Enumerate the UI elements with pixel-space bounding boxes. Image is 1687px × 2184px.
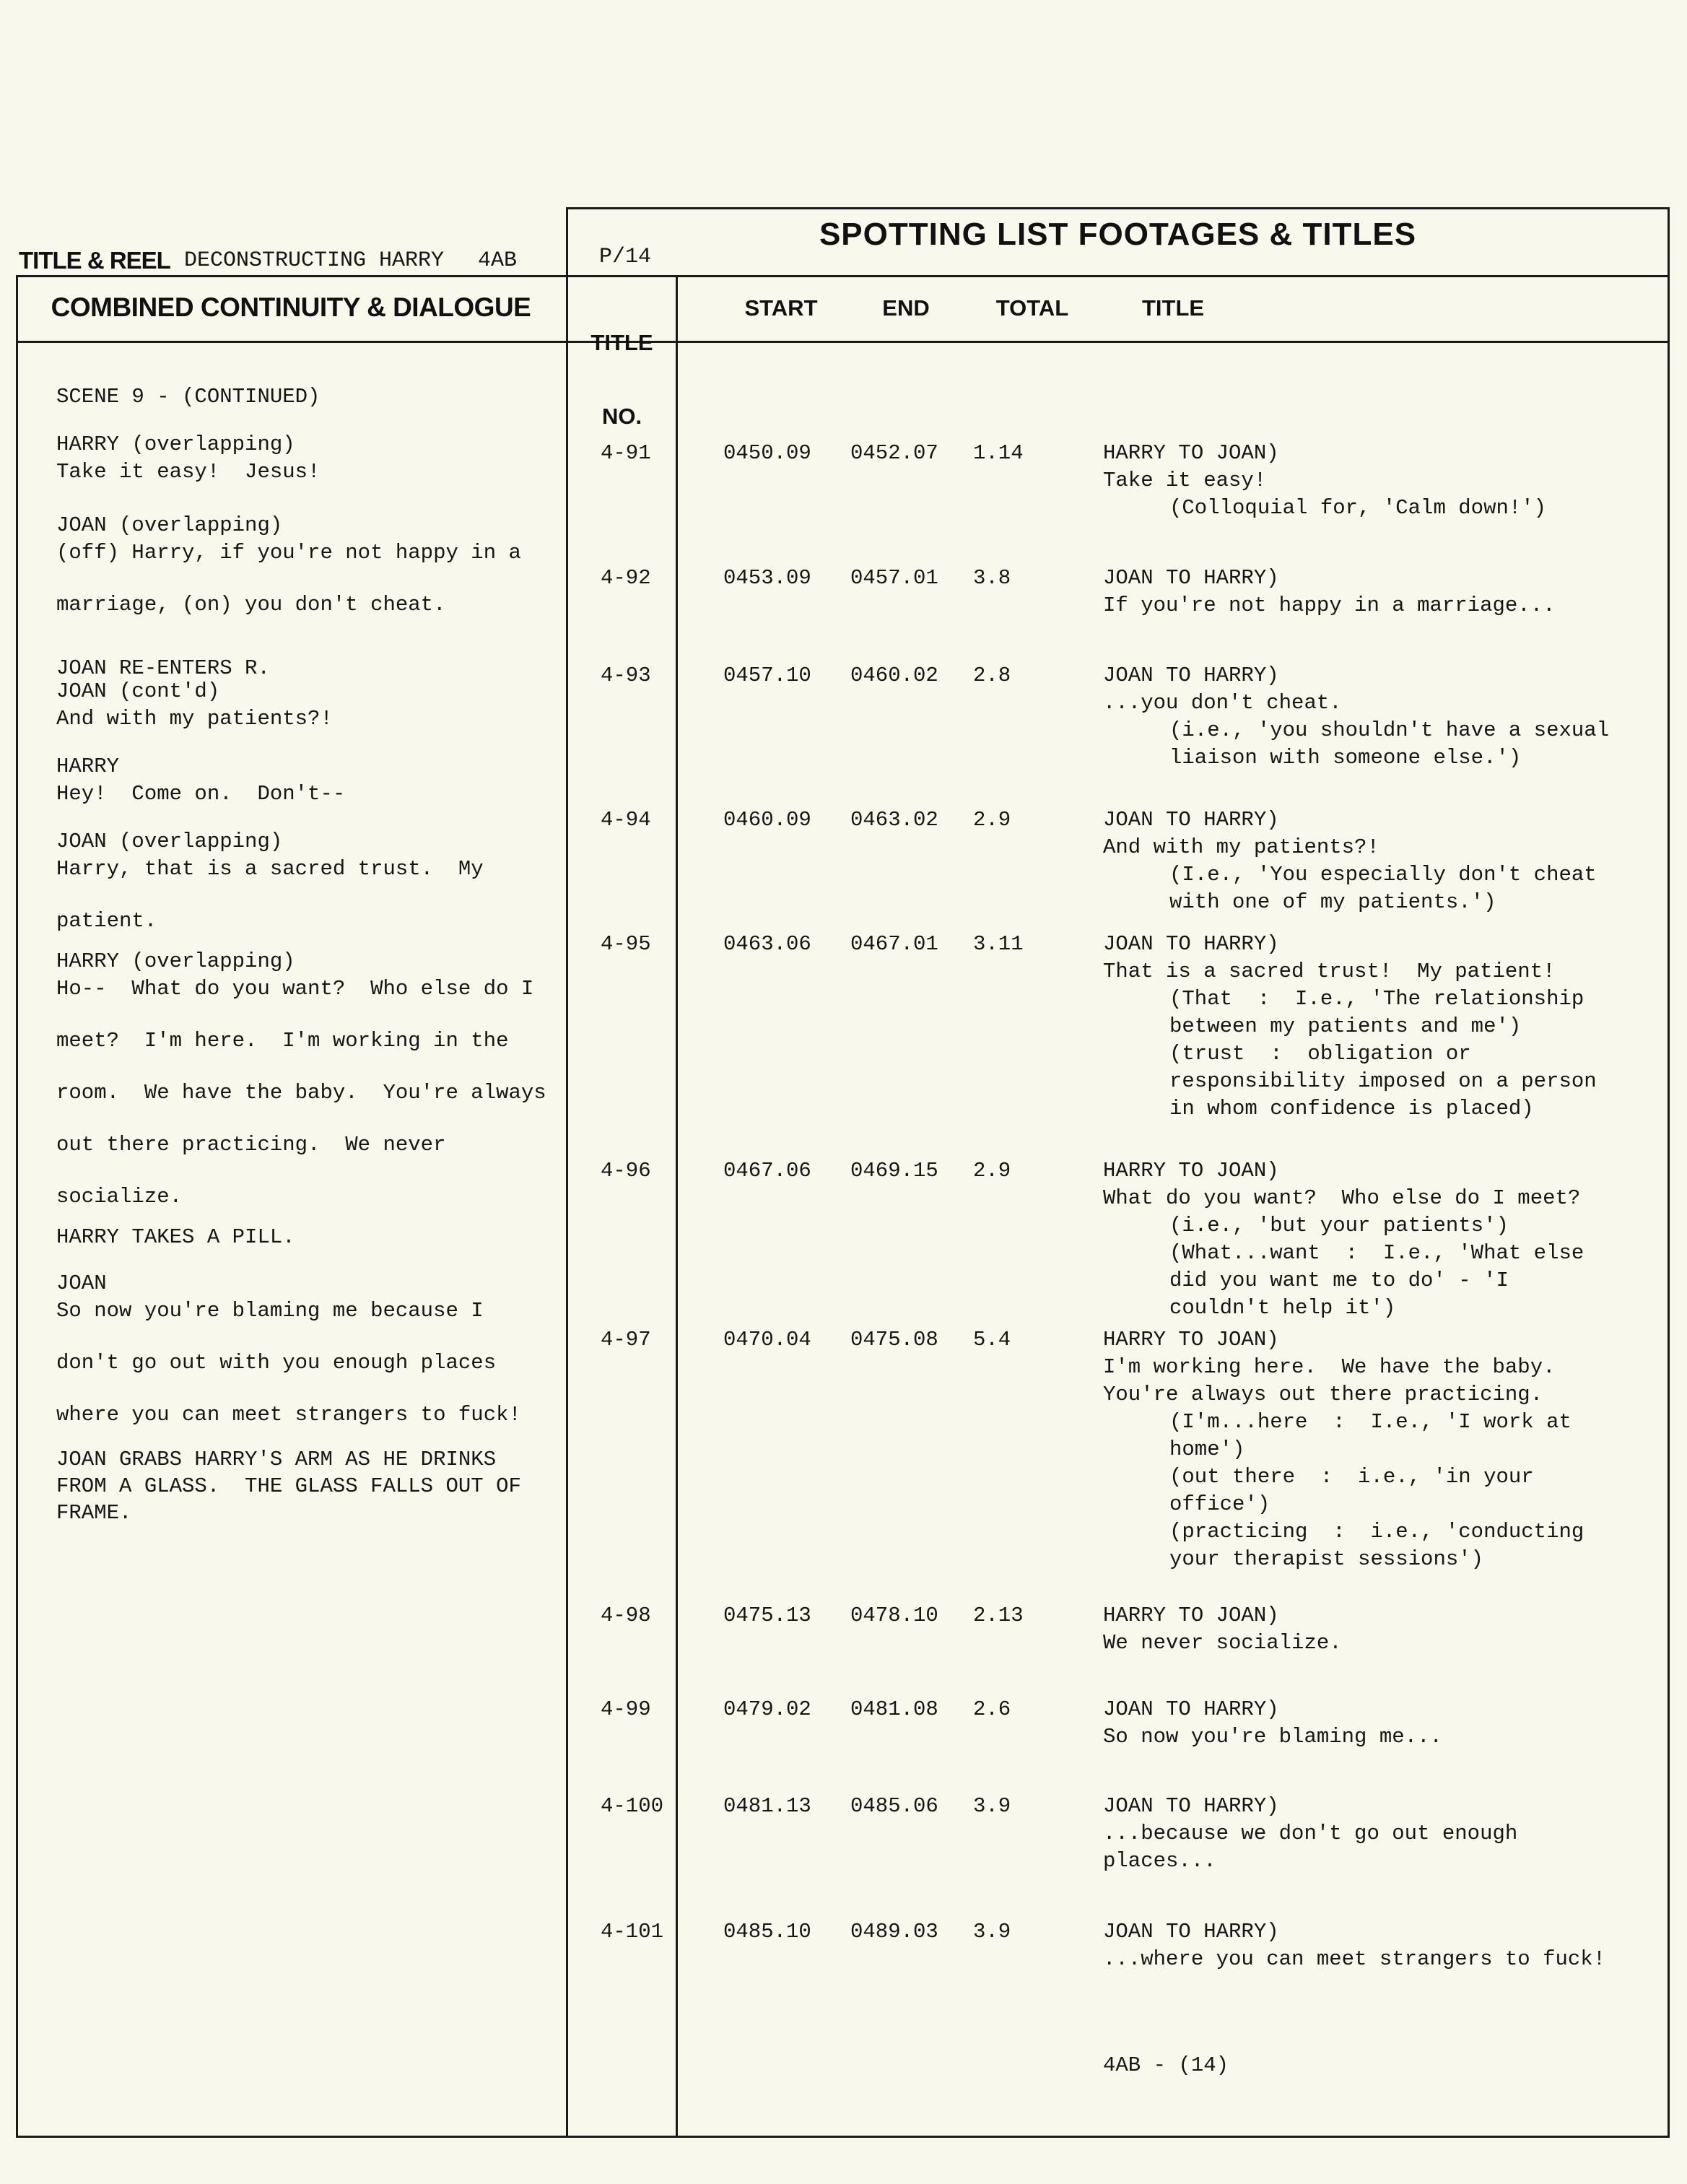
title-text-line: If you're not happy in a marriage... — [1103, 593, 1556, 617]
continuity-dialogue-header: COMBINED CONTINUITY & DIALOGUE — [51, 292, 531, 322]
column-header-start: START — [744, 295, 818, 321]
title-annotation-line: (I.e., 'You especially don't cheat — [1169, 863, 1597, 887]
title-annotation-line: (trust : obligation or — [1169, 1042, 1471, 1066]
continuity-line: JOAN RE-ENTERS R. — [56, 656, 270, 680]
title-annotation-line: between my patients and me') — [1169, 1014, 1522, 1038]
end-footage: 0481.08 — [850, 1697, 938, 1721]
continuity-line: HARRY — [56, 754, 120, 778]
continuity-line: Take it easy! Jesus! — [56, 460, 321, 484]
column-header-total: TOTAL — [995, 295, 1069, 321]
page-code: P/14 — [599, 245, 652, 269]
title-text-line: ...where you can meet strangers to fuck! — [1103, 1947, 1606, 1971]
column-divider-left — [566, 207, 568, 2138]
end-footage: 0460.02 — [850, 664, 938, 687]
header-row-bottom-border — [16, 341, 1670, 343]
title-annotation-line: (i.e., 'but your patients') — [1169, 1214, 1509, 1237]
end-footage: 0489.03 — [850, 1920, 938, 1944]
continuity-line: FROM A GLASS. THE GLASS FALLS OUT OF — [56, 1474, 521, 1498]
production-title: DECONSTRUCTING HARRY — [184, 248, 445, 273]
title-number: 4-95 — [601, 932, 651, 956]
total-footage: 3.9 — [973, 1794, 1011, 1818]
continuity-line: JOAN (cont'd) — [56, 679, 220, 703]
title-annotation-line: (i.e., 'you shouldn't have a sexual — [1169, 718, 1610, 742]
continuity-line: patient. — [56, 909, 157, 933]
title-text-line: HARRY TO JOAN) — [1103, 1604, 1279, 1627]
continuity-line: So now you're blaming me because I — [56, 1299, 484, 1323]
start-footage: 0463.06 — [723, 932, 811, 956]
continuity-line: And with my patients?! — [56, 707, 333, 731]
title-text-line: HARRY TO JOAN) — [1103, 1328, 1279, 1352]
start-footage: 0450.09 — [723, 441, 811, 465]
total-footage: 1.14 — [973, 441, 1024, 465]
start-footage: 0481.13 — [723, 1794, 811, 1818]
title-text-line: You're always out there practicing. — [1103, 1383, 1543, 1406]
continuity-line: JOAN — [56, 1271, 107, 1295]
spotting-list-title: SPOTTING LIST FOOTAGES & TITLES — [819, 217, 1417, 252]
title-text-line: JOAN TO HARRY) — [1103, 664, 1279, 687]
title-text-line: JOAN TO HARRY) — [1103, 566, 1279, 590]
title-number: 4-98 — [601, 1604, 651, 1627]
title-annotation-line: (practicing : i.e., 'conducting — [1169, 1520, 1584, 1544]
title-annotation-line: in whom confidence is placed) — [1169, 1097, 1534, 1121]
continuity-line: out there practicing. We never — [56, 1133, 446, 1157]
title-text-line: JOAN TO HARRY) — [1103, 1794, 1279, 1818]
end-footage: 0452.07 — [850, 441, 938, 465]
title-annotation-line: (That : I.e., 'The relationship — [1169, 987, 1584, 1011]
title-text-line: ...because we don't go out enough — [1103, 1822, 1518, 1845]
title-annotation-line: your therapist sessions') — [1169, 1547, 1484, 1571]
end-footage: 0457.01 — [850, 566, 938, 590]
start-footage: 0453.09 — [723, 566, 811, 590]
right-box-top-border — [566, 207, 1670, 209]
continuity-line: JOAN (overlapping) — [56, 513, 283, 537]
continuity-line: SCENE 9 - (CONTINUED) — [56, 385, 321, 409]
continuity-line: JOAN (overlapping) — [56, 830, 283, 853]
title-annotation-line: home') — [1169, 1437, 1245, 1461]
title-annotation-line: did you want me to do' - 'I — [1169, 1269, 1509, 1292]
start-footage: 0479.02 — [723, 1697, 811, 1721]
continuity-line: marriage, (on) you don't cheat. — [56, 593, 446, 617]
column-header-title-no-line2: NO. — [601, 404, 642, 429]
title-text-line: I'm working here. We have the baby. — [1103, 1355, 1556, 1379]
total-footage: 3.8 — [973, 566, 1011, 590]
page-footer: 4AB - (14) — [1103, 2053, 1229, 2077]
title-text-line: Take it easy! — [1103, 469, 1267, 492]
title-number: 4-100 — [601, 1794, 664, 1818]
continuity-line: FRAME. — [56, 1501, 132, 1525]
start-footage: 0470.04 — [723, 1328, 811, 1352]
title-annotation-line: office') — [1169, 1492, 1270, 1516]
continuity-line: HARRY TAKES A PILL. — [56, 1225, 295, 1249]
continuity-line: HARRY (overlapping) — [56, 949, 295, 973]
title-annotation-line: (I'm...here : I.e., 'I work at — [1169, 1410, 1572, 1434]
end-footage: 0463.02 — [850, 808, 938, 832]
total-footage: 2.8 — [973, 664, 1011, 687]
continuity-line: Hey! Come on. Don't-- — [56, 782, 346, 806]
end-footage: 0475.08 — [850, 1328, 938, 1352]
title-number: 4-91 — [601, 441, 651, 465]
end-footage: 0467.01 — [850, 932, 938, 956]
right-box-right-border — [1668, 207, 1670, 2138]
title-text-line: JOAN TO HARRY) — [1103, 1697, 1279, 1721]
title-text-line: JOAN TO HARRY) — [1103, 1920, 1279, 1944]
title-annotation-line: (out there : i.e., 'in your — [1169, 1465, 1534, 1489]
title-annotation-line: (Colloquial for, 'Calm down!') — [1169, 496, 1547, 520]
continuity-line: JOAN GRABS HARRY'S ARM AS HE DRINKS — [56, 1448, 497, 1471]
total-footage: 2.9 — [973, 1159, 1011, 1183]
continuity-line: (off) Harry, if you're not happy in a — [56, 541, 521, 565]
start-footage: 0485.10 — [723, 1920, 811, 1944]
end-footage: 0478.10 — [850, 1604, 938, 1627]
title-number: 4-92 — [601, 566, 651, 590]
column-header-title-no-line1: TITLE — [590, 330, 653, 355]
continuity-line: meet? I'm here. I'm working in the — [56, 1029, 509, 1053]
title-number: 4-99 — [601, 1697, 651, 1721]
reel-number: 4AB — [478, 248, 518, 273]
title-annotation-line: responsibility imposed on a person — [1169, 1069, 1597, 1093]
title-text-line: JOAN TO HARRY) — [1103, 932, 1279, 956]
continuity-line: room. We have the baby. You're always — [56, 1081, 546, 1105]
continuity-line: don't go out with you enough places — [56, 1351, 497, 1375]
column-header-end: END — [882, 295, 930, 321]
total-footage: 2.6 — [973, 1697, 1011, 1721]
total-footage: 2.13 — [973, 1604, 1024, 1627]
title-annotation-line: (What...want : I.e., 'What else — [1169, 1241, 1584, 1265]
title-annotation-line: couldn't help it') — [1169, 1296, 1396, 1320]
continuity-line: socialize. — [56, 1185, 183, 1209]
title-text-line: We never socialize. — [1103, 1631, 1342, 1655]
start-footage: 0467.06 — [723, 1159, 811, 1183]
title-text-line: HARRY TO JOAN) — [1103, 1159, 1279, 1183]
title-text-line: And with my patients?! — [1103, 835, 1379, 859]
title-text-line: ...you don't cheat. — [1103, 691, 1342, 715]
start-footage: 0457.10 — [723, 664, 811, 687]
continuity-line: Ho-- What do you want? Who else do I — [56, 977, 534, 1001]
page-bottom-border — [16, 2136, 1670, 2138]
title-number: 4-96 — [601, 1159, 651, 1183]
header-row-top-border — [16, 275, 1670, 277]
title-annotation-line: liaison with someone else.') — [1169, 746, 1522, 770]
title-number: 4-97 — [601, 1328, 651, 1352]
continuity-line: Harry, that is a sacred trust. My — [56, 857, 484, 881]
title-number: 4-93 — [601, 664, 651, 687]
total-footage: 5.4 — [973, 1328, 1011, 1352]
title-text-line: So now you're blaming me... — [1103, 1725, 1442, 1749]
title-no-column-divider — [676, 275, 678, 2138]
title-text-line: HARRY TO JOAN) — [1103, 441, 1279, 465]
total-footage: 3.11 — [973, 932, 1024, 956]
column-header-title: TITLE — [1142, 295, 1205, 321]
title-number: 4-101 — [601, 1920, 664, 1944]
title-number: 4-94 — [601, 808, 651, 832]
left-box-left-border — [16, 275, 18, 2138]
end-footage: 0485.06 — [850, 1794, 938, 1818]
title-text-line: That is a sacred trust! My patient! — [1103, 960, 1556, 983]
start-footage: 0460.09 — [723, 808, 811, 832]
total-footage: 2.9 — [973, 808, 1011, 832]
total-footage: 3.9 — [973, 1920, 1011, 1944]
title-text-line: JOAN TO HARRY) — [1103, 808, 1279, 832]
continuity-line: HARRY (overlapping) — [56, 432, 295, 456]
continuity-line: where you can meet strangers to fuck! — [56, 1403, 521, 1427]
title-reel-label: TITLE & REEL — [19, 247, 170, 274]
title-text-line: places... — [1103, 1849, 1216, 1873]
title-annotation-line: with one of my patients.') — [1169, 890, 1496, 914]
title-text-line: What do you want? Who else do I meet? — [1103, 1186, 1581, 1210]
start-footage: 0475.13 — [723, 1604, 811, 1627]
end-footage: 0469.15 — [850, 1159, 938, 1183]
